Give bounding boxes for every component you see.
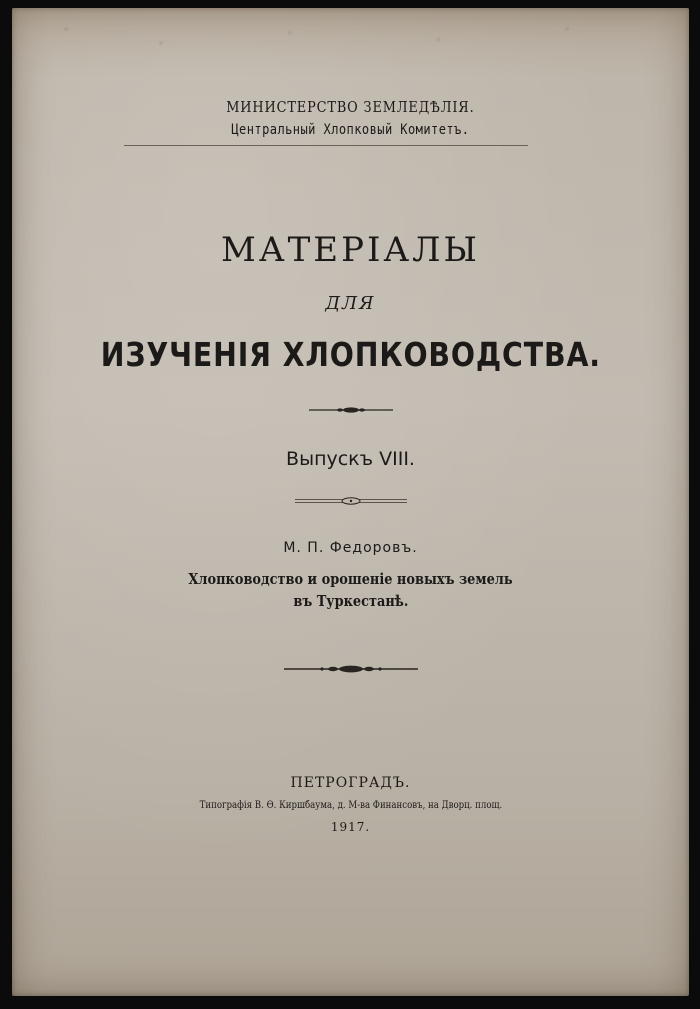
header-rule — [124, 145, 528, 146]
imprint-city: ПЕТРОГРАДЪ. — [290, 775, 411, 791]
ornament-divider — [12, 494, 689, 508]
issue-number: Выпускъ VIII. — [286, 448, 415, 470]
ornament-divider — [12, 403, 689, 417]
imprint-printer: Типографія В. Ѳ. Киршбаума, д. М-ва Финансовъ, на Дворц. площ. — [199, 800, 502, 811]
title-connector: ДЛЯ — [325, 293, 376, 314]
committee-heading: Центральный Хлопковый Комитетъ. — [231, 122, 470, 138]
title-subject: ИЗУЧЕНІЯ ХЛОПКОВОДСТВА. — [100, 335, 601, 374]
work-title-line-1: Хлопководство и орошеніе новыхъ земель — [188, 570, 513, 588]
ministry-heading: МИНИСТЕРСТВО ЗЕМЛЕДѢЛІЯ. — [226, 98, 475, 116]
ornament-divider — [12, 662, 689, 676]
title-page — [12, 8, 689, 996]
imprint-year: 1917. — [330, 820, 371, 834]
author-name: М. П. Федоровъ. — [283, 540, 418, 556]
title-main: МАТЕРІАЛЫ — [221, 230, 480, 270]
work-title-line-2: въ Туркестанѣ. — [293, 592, 408, 610]
